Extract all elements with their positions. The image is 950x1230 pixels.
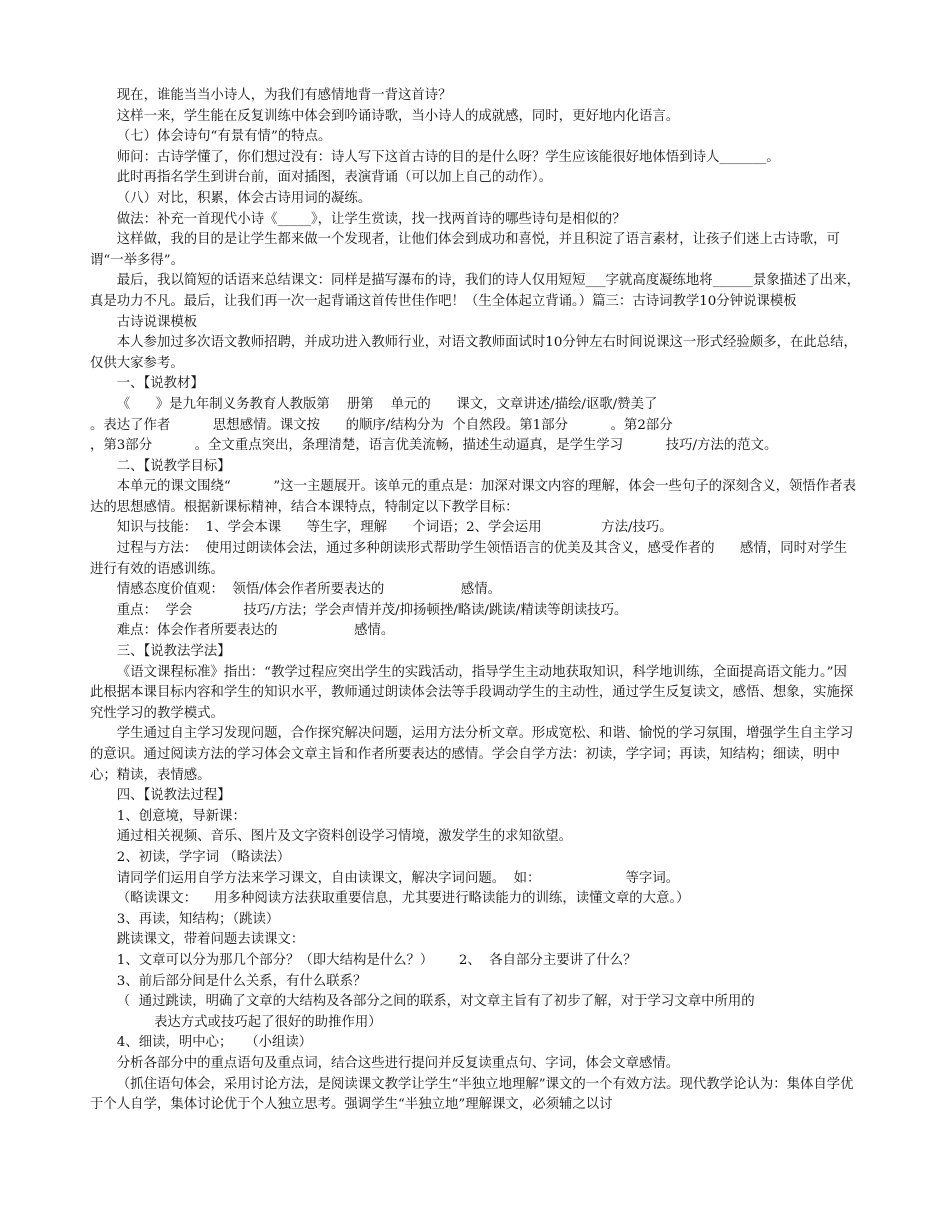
- paragraph: 《语文课程标准》指出：“教学过程应突出学生的实践活动，指导学生主动地获取知识，科学地训练，全面提高语文能力。”因此根据本课目标内容和学生的知识水平，教师通过朗读体会法等手段调动学生的主动性，通过学生反复读文，感悟、想象，实施探究性学习的教学模式。: [90, 664, 854, 721]
- paragraph: 3、再读，知结构；（跳读）: [116, 911, 280, 927]
- paragraph: 本人参加过多次语文教师招聘，并成功进入教师行业，对语文教师面试时10分钟左右时间说课这一形式经验颇多，在此总结，仅供大家参考。: [90, 335, 857, 371]
- paragraph: 二、【说教学目标】: [116, 458, 231, 474]
- paragraph: ，第3部分 。全文重点突出，条理清楚，语言优美流畅，描述生动逼真，是学生学习 技巧/方法的范文。: [90, 438, 778, 454]
- paragraph: 一、【说教材】: [116, 376, 204, 392]
- paragraph: （八）对比，积累，体会古诗用词的凝练。: [116, 190, 372, 206]
- paragraph: 本单元的课文围绕“ ”这一主题展开。该单元的重点是：加深对课文内容的理解，体会一些句子的深刻含义，领悟作者表达的思想感情。根据新课标精神，结合本课特点，特制定以下教学目标：: [90, 479, 856, 515]
- paragraph: 3、前后部分间是什么关系，有什么联系？: [116, 973, 367, 989]
- paragraph: 知识与技能： 1、学会本课 等生字，理解 个词语；2、学会运用 方法/技巧。: [116, 520, 673, 536]
- paragraph: 师问：古诗学懂了，你们想过没有：诗人写下这首古诗的目的是什么呀？学生应该能很好地体悟到诗人_______。: [116, 149, 780, 165]
- paragraph: 1、创意境，导新课：: [116, 808, 246, 824]
- paragraph: 表达方式或技巧起了很好的助推作用）: [154, 1014, 382, 1030]
- paragraph: 2、初读，学字词 （略读法）: [116, 849, 291, 865]
- paragraph: 过程与方法： 使用过朗读体会法，通过多种朗读形式帮助学生领悟语言的优美及其含义，感受作者的 感情，同时对学生进行有效的语感训练。: [90, 541, 848, 577]
- paragraph: （七）体会诗句“有景有情”的特点。: [116, 129, 332, 145]
- paragraph: 情感态度价值观： 领悟/体会作者所要表达的 感情。: [116, 582, 502, 598]
- paragraph: （ 通过跳读，明确了文章的大结构及各部分之间的联系，对文章主旨有了初步了解，对于学习文章中所用的: [116, 994, 755, 1010]
- paragraph: 通过相关视频、音乐、图片及文字资料创设学习情境，激发学生的求知欲望。: [116, 829, 573, 845]
- paragraph: 1、文章可以分为那几个部分？（即大结构是什么？） 2、 各自部分主要讲了什么？: [116, 952, 637, 968]
- paragraph: 难点：体会作者所要表达的 感情。: [116, 623, 395, 639]
- paragraph: 《 》是九年制义务教育人教版第 册第 单元的 课文，文章讲述/描绘/讴歌/赞美了: [116, 396, 658, 412]
- paragraph: 做法：补充一首现代小诗《_____》，让学生赏读，找一找两首诗的哪些诗句是相似的？: [116, 211, 626, 227]
- paragraph: 请同学们运用自学方法来学习课文，自由读课文，解决字词问题。 如： 等字词。: [116, 870, 680, 886]
- paragraph: 古诗说课模板: [116, 314, 198, 330]
- paragraph: 最后，我以简短的话语来总结课文：同样是描写瀑布的诗，我们的诗人仅用短短___字就高度凝练地将______景象描述了出来，真是功力不凡。最后，让我们再一次一起背诵这首传世佳作吧！（生全体起立背诵。）篇三：古诗词教学10分钟说课模板: [90, 273, 860, 309]
- document-body: [90, 86, 860, 1116]
- paragraph: 此时再指名学生到讲台前，面对插图，表演背诵（可以加上自己的动作）。: [116, 170, 552, 186]
- paragraph: 。表达了作者 思想感情。课文按 的顺序/结构分为 个自然段。第1部分 。第2部分: [90, 417, 673, 433]
- paragraph: 重点： 学会 技巧/方法；学会声情并茂/抑扬顿挫/略读/跳读/精读等朗读技巧。: [116, 602, 628, 618]
- paragraph: （抓住语句体会，采用讨论方法，是阅读课文教学让学生“半独立地理解”课文的一个有效方法。现代教学论认为：集体自学优于个人自学，集体讨论优于个人独立思考。强调学生“半独立地”理解课文，必须辅之以讨: [90, 1076, 854, 1113]
- paragraph: 三、【说教法学法】: [116, 644, 231, 660]
- paragraph: 分析各部分中的重点语句及重点词，结合这些进行提问并反复读重点句、字词，体会文章感情。: [116, 1055, 680, 1071]
- paragraph: 四、【说教法过程】: [116, 788, 231, 804]
- paragraph: 这样做，我的目的是让学生都来做一个发现者，让他们体会到成功和喜悦，并且积淀了语言素材，让孩子们迷上古诗歌，可谓“一举多得”。: [90, 232, 840, 268]
- paragraph: 学生通过自主学习发现问题，合作探究解决问题，运用方法分析文章。形成宽松、和谐、愉悦的学习氛围，增强学生自主学习的意识。通过阅读方法的学习体会文章主旨和作者所要表达的感情。学会自学方法：初读，学字词；再读，知结构；细读，明中心；精读，表情感。: [90, 726, 854, 783]
- paragraph: （略读课文： 用多种阅读方法获取重要信息，尤其要进行略读能力的训练，读懂文章的大意。）: [116, 891, 690, 907]
- paragraph: 跳读课文，带着问题去读课文：: [116, 932, 305, 948]
- paragraph: 现在，谁能当当小诗人，为我们有感情地背一背这首诗？: [116, 88, 452, 103]
- paragraph: 这样一来，学生能在反复训练中体会到吟诵诗歌，当小诗人的成就感，同时，更好地内化语言。: [116, 108, 680, 124]
- paragraph: 4、细读，明中心； （小组读）: [116, 1035, 313, 1051]
